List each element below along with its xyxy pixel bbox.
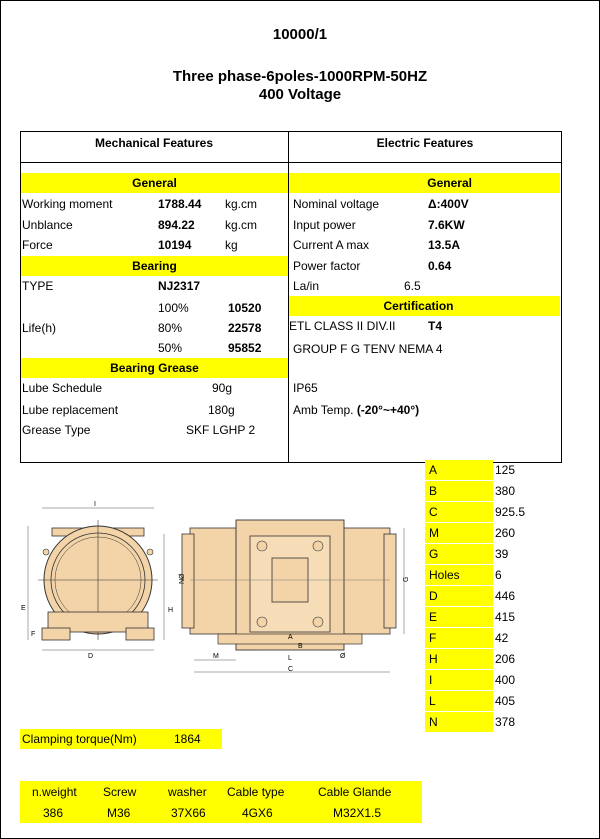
side-view <box>182 520 404 672</box>
life-pct-80: 80% <box>158 321 183 335</box>
dim-label: C <box>425 502 493 522</box>
spec-value-weight: 386 <box>43 806 64 820</box>
current-label: Current A max <box>293 238 370 252</box>
dim-value: 39 <box>495 547 509 561</box>
dim-value: 415 <box>495 610 516 624</box>
certification-band <box>289 296 560 316</box>
drawing-label-A: A <box>288 634 293 641</box>
life-hours-100: 10520 <box>228 301 262 315</box>
amb-temp <box>293 403 419 417</box>
working-moment-label: Working moment <box>22 197 113 211</box>
clamping-value: 1864 <box>174 732 201 746</box>
lube-replacement-label: Lube replacement <box>22 403 119 417</box>
drawing-label-D: D <box>88 653 94 660</box>
dim-value: 6 <box>495 568 502 582</box>
dim-value: 925.5 <box>495 505 526 519</box>
dim-value: 378 <box>495 715 516 729</box>
spec-header-washer: washer <box>168 785 207 799</box>
drawing-label-G: G <box>403 576 410 582</box>
cert-line1: ETL CLASS II DIV.II <box>289 319 396 333</box>
life-pct-50: 50% <box>158 341 183 355</box>
bearing-band: Bearing <box>21 256 288 276</box>
amb-temp-label: Amb Temp. <box>293 403 354 417</box>
spec-header-weight: n.weight <box>32 785 77 799</box>
grease-band: Bearing Grease <box>21 358 288 378</box>
subtitle-line: Three phase-6poles-1000RPM-50HZ <box>172 68 428 85</box>
power-factor-label: Power factor <box>293 259 361 273</box>
spec-value-cable-glande: M32X1.5 <box>333 806 382 820</box>
lube-schedule-value: 90g <box>212 381 233 395</box>
lube-replacement-value: 180g <box>208 403 235 417</box>
la-in-label: La/in <box>293 279 320 293</box>
dim-label: H <box>425 649 493 669</box>
type-label: TYPE <box>22 279 54 293</box>
dim-label: F <box>425 628 493 648</box>
life-hours-50: 95852 <box>228 341 262 355</box>
drawing-label-L: L <box>288 655 292 662</box>
force-label: Force <box>22 238 53 252</box>
table-header-line <box>20 162 562 163</box>
nominal-voltage-value: Δ:400V <box>428 197 469 211</box>
dim-value: 206 <box>495 652 516 666</box>
unbalance-unit: kg.cm <box>225 218 258 232</box>
power-factor-value: 0.64 <box>428 259 452 273</box>
dim-value: 405 <box>495 694 516 708</box>
spec-value-cable-type: 4GX6 <box>242 806 273 820</box>
lube-schedule-label: Lube Schedule <box>22 381 103 395</box>
life-pct-100: 100% <box>158 301 189 315</box>
drawing-label-I: I <box>94 501 96 508</box>
unbalance-value: 894.22 <box>158 218 195 232</box>
working-moment-value: 1788.44 <box>158 197 202 211</box>
grease-type-label: Grease Type <box>22 423 91 437</box>
drawing-label-E: E <box>21 605 26 612</box>
certification-label: Certification <box>383 299 454 313</box>
life-label: Life(h) <box>22 321 57 335</box>
dim-label: L <box>425 691 493 711</box>
drawing-label-phi: Ø <box>340 653 346 660</box>
dim-value: 125 <box>495 463 516 477</box>
spec-header-cable-glande: Cable Glande <box>318 785 392 799</box>
model-title: 10000/1 <box>272 26 328 43</box>
dim-label: A <box>425 460 493 480</box>
dim-label: Holes <box>425 565 493 585</box>
drawing-label-M: M <box>213 653 219 660</box>
type-value: NJ2317 <box>158 279 201 293</box>
drawing-label-C: C <box>288 666 294 673</box>
dim-value: 446 <box>495 589 516 603</box>
electric-heading: Electric Features <box>376 136 474 150</box>
cert-line2: GROUP F G TENV NEMA 4 <box>293 342 443 356</box>
ip-rating: IP65 <box>293 381 318 395</box>
la-in-value: 6.5 <box>404 279 421 293</box>
dim-label: B <box>425 481 493 501</box>
unbalance-label: Unblance <box>22 218 73 232</box>
current-value: 13.5A <box>428 238 461 252</box>
voltage-line: 400 Voltage <box>258 86 342 103</box>
spec-value-screw: M36 <box>107 806 131 820</box>
dim-label: N <box>425 712 493 732</box>
input-power-value: 7.6KW <box>428 218 465 232</box>
elec-general-label: General <box>427 176 472 190</box>
drawing-label-NG: NØ <box>179 573 186 584</box>
clamping-label: Clamping torque(Nm) <box>22 732 137 746</box>
elec-general-band <box>289 173 560 193</box>
drawing-label-B: B <box>298 643 303 650</box>
nominal-voltage-label: Nominal voltage <box>293 197 380 211</box>
dim-value: 380 <box>495 484 516 498</box>
dim-label: M <box>425 523 493 543</box>
drawing-label-F: F <box>31 631 36 638</box>
working-moment-unit: kg.cm <box>225 197 258 211</box>
grease-type-value: SKF LGHP 2 <box>186 423 256 437</box>
dim-value: 42 <box>495 631 509 645</box>
amb-temp-value: (-20°~+40°) <box>356 403 420 417</box>
mech-general-band: General <box>21 173 288 193</box>
dim-label: E <box>425 607 493 627</box>
cert-t4: T4 <box>428 319 443 333</box>
force-unit: kg <box>225 238 238 252</box>
spec-header-cable-type: Cable type <box>227 785 285 799</box>
subtitle <box>0 68 600 104</box>
motor-drawing <box>18 500 418 680</box>
spec-header-screw: Screw <box>103 785 137 799</box>
dim-value: 400 <box>495 673 516 687</box>
drawing-label-H: H <box>168 607 174 614</box>
front-view <box>28 508 164 650</box>
force-value: 10194 <box>158 238 192 252</box>
dim-label: G <box>425 544 493 564</box>
dim-value: 260 <box>495 526 516 540</box>
mechanical-heading: Mechanical Features <box>94 136 214 150</box>
spec-value-washer: 37X66 <box>171 806 206 820</box>
life-hours-80: 22578 <box>228 321 262 335</box>
input-power-label: Input power <box>293 218 356 232</box>
dim-label: D <box>425 586 493 606</box>
dim-label: I <box>425 670 493 690</box>
